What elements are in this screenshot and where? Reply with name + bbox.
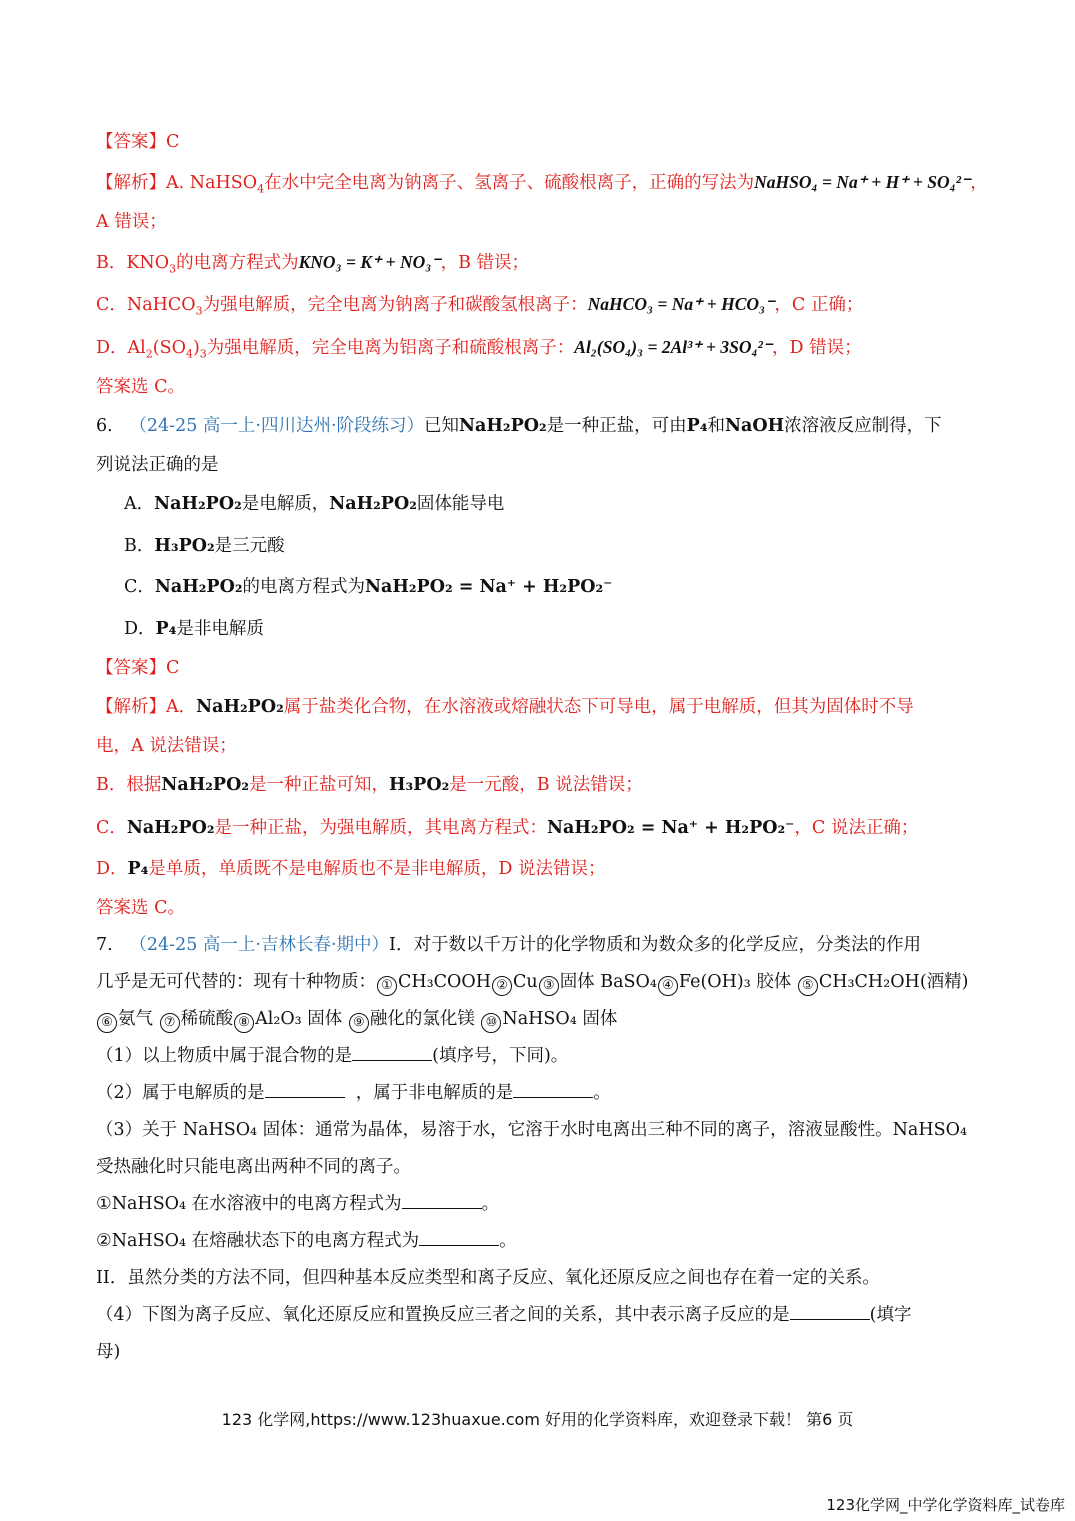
text: C．NaHCO [96,295,196,315]
text: D．Al [96,338,146,358]
watermark-corner: 123化学网_中学化学资料库_试卷库 [826,1496,1065,1514]
text: ，C 说法正确； [794,818,919,838]
equation: NaH₂PO₂ = Na⁺ + H₂PO₂⁻ [547,818,795,838]
q6-analysis-b [96,773,985,797]
equation: NaHCO₃ = Na⁺ + HCO₃⁻ [587,294,775,314]
q5-answer [96,130,985,154]
text: （4）下图为离子反应、氧化还原反应和置换反应三者之间的关系，其中表示离子反应的是 [96,1305,790,1325]
analysis-label: 【解析】 [96,173,166,193]
text: B．根据 [96,775,162,795]
analysis-label: 【解析】 [96,697,166,717]
q6-option-b [124,534,985,558]
text: C． [96,818,127,838]
text: (填字 [869,1305,912,1325]
text: B．KNO [96,253,170,273]
answer-blank[interactable] [419,1229,499,1246]
text: 属于盐类化合物，在水溶液或熔融状态下可导电，属于电解质，但其为固体时不导 [283,697,914,717]
text: (填序号，下同)。 [432,1046,569,1066]
text: 是一种正盐可知， [248,775,389,795]
answer-blank[interactable] [265,1081,345,1098]
text: Fe(OH)₃ 胶体 [678,972,792,992]
text: ，属于非电解质的是 [355,1083,514,1103]
q6-final [96,896,985,920]
q7-part2 [96,1266,985,1290]
text: 。 [499,1231,517,1251]
text: 浓溶液反应制得，下 [784,416,942,436]
page-footer: 123 化学网,https://www.123huaxue.com 好用的化学资料库，欢迎登录下载！ 第6 页 [221,1410,854,1429]
answer-blank[interactable] [352,1044,432,1061]
q7-sub4-2 [96,1340,985,1364]
text: 母) [96,1342,121,1362]
text: Cu [513,972,538,992]
answer-blank[interactable] [402,1192,482,1209]
text: 是一元酸，B 说法错误； [449,775,643,795]
formula: NaH₂PO₂ [154,494,242,514]
text: A. NaHSO [166,173,258,193]
number-circle: ⑩ [481,1013,501,1033]
equation: KNO₃ = K⁺ + NO₃⁻ [298,252,441,272]
text: 电，A 说法错误； [96,736,237,756]
answer-blank[interactable] [790,1303,870,1320]
text: 的电离方程式为 [176,253,299,273]
number-circle: ④ [658,976,678,996]
text: D． [96,859,128,879]
q6-analysis-a [96,695,985,719]
formula: NaH₂PO₂ [196,697,284,717]
text: I．对于数以千万计的化学物质和为数众多的化学反应，分类法的作用 [389,935,921,955]
q6-analysis-d [96,857,985,881]
text: 稀硫酸 [180,1009,234,1029]
number-circle: ⑤ [798,976,818,996]
equation: NaHSO₄ = Na⁺ + H⁺ + SO₄²⁻ [754,172,971,192]
q7-sub3-2 [96,1155,985,1179]
text: ，C 正确； [774,295,864,315]
text: （2）属于电解质的是 [96,1083,265,1103]
text: 几乎是无可代替的：现有十种物质： [96,972,376,992]
question-source: （24-25 高一上·四川达州·阶段练习） [129,416,425,436]
number-circle: ③ [539,976,559,996]
answer-label: 【答案】 [96,658,166,678]
text: ，D 错误； [772,338,862,358]
text: 。 [593,1083,611,1103]
text: ①NaHSO₄ 在水溶液中的电离方程式为 [96,1194,402,1214]
q7-stem-3 [96,1007,985,1033]
formula: NaH₂PO₂ [459,416,547,436]
q6-answer [96,656,985,680]
q7-sub1 [96,1044,985,1068]
question-number: 7. [96,935,113,955]
text: II．虽然分类的方法不同，但四种基本反应类型和离子反应、氧化还原反应之间也存在着一定的关系。 [96,1268,880,1288]
number-circle: ⑥ [97,1013,117,1033]
text: 答案选 C。 [96,898,185,918]
text: NaHSO₄ 固体 [502,1009,618,1029]
text: 是一种正盐，可由 [546,416,687,436]
text: 答案选 C。 [96,377,185,397]
q5-analysis-a: 【解析】A. NaHSO$_4$在水中完全电离为钠离子、氢离子、硫酸根离子，正确的写法为NaHSO₄ = Na⁺ + H⁺ + SO₄²⁻， [96,172,988,196]
formula: P₄ [127,859,149,879]
text: 融化的氯化镁 [369,1009,475,1029]
text: A 错误； [96,212,167,232]
text: Al₂O₃ 固体 [255,1009,343,1029]
text: CH₃COOH [398,972,492,992]
option-label: D． [124,619,156,639]
text: 为强电解质，完全电离为钠离子和碳酸氢根离子： [202,295,588,315]
text: 为强电解质，完全电离为铝离子和硫酸根离子： [206,338,575,358]
q7-sub3-q2 [96,1229,985,1253]
text: ②NaHSO₄ 在熔融状态下的电离方程式为 [96,1231,420,1251]
text: 在水中完全电离为钠离子、氢离子、硫酸根离子，正确的写法为 [264,173,755,193]
number-circle: ⑨ [349,1013,369,1033]
formula: H₃PO₂ [154,536,215,556]
text: 和 [707,416,725,436]
formula: NaH₂PO₂ [154,577,243,597]
text: 。 [481,1194,500,1214]
text: （1）以上物质中属于混合物的是 [96,1046,353,1066]
q6-analysis-c [96,816,985,840]
formula: NaH₂PO₂ [126,818,215,838]
text: 固体能导电 [416,494,505,514]
q7-sub3-q1 [96,1192,985,1216]
text: （3）关于 NaHSO₄ 固体：通常为晶体，易溶于水，它溶于水时电离出三种不同的离子，溶液显酸性。NaHSO₄ [96,1120,967,1140]
formula: P₄ [155,619,177,639]
text: 是电解质， [241,494,330,514]
q6-stem-2 [96,453,985,477]
q7-sub4 [96,1303,985,1327]
q7-stem-2 [96,970,985,996]
q5-analysis-b: B．$KNO_3$的电离方程式为KNO₃ = K⁺ + NO₃⁻，B 错误； [96,252,530,276]
text: 受热融化时只能电离出两种不同的离子。 [96,1157,411,1177]
equation: NaH₂PO₂ = Na⁺ + H₂PO₂⁻ [365,577,613,597]
text: 的电离方程式为 [242,577,365,597]
q6-option-a [124,492,985,516]
number-circle: ⑧ [234,1013,254,1033]
q6-option-c [124,575,985,599]
formula: H₃PO₂ [388,775,450,795]
equation: Al₂(SO₄)₃ = 2Al³⁺ + 3SO₄²⁻ [574,337,773,357]
text: ， [970,173,988,193]
q5-analysis-d: D．$Al_2(SO_4)_3$为强电解质，完全电离为铝离子和硫酸根离子：Al₂(SO₄)₃ = 2Al³⁺ + 3SO₄²⁻，D 错误； [96,337,862,361]
formula: P₄ [686,416,708,436]
formula: NaH₂PO₂ [329,494,417,514]
text: A． [166,697,197,717]
q7-stem [96,933,985,957]
option-label: A． [124,494,155,514]
text: 是三元酸 [214,536,285,556]
option-label: C． [124,577,155,597]
text: 是单质，单质既不是电解质也不是非电解质，D 说法错误； [148,859,606,879]
answer-blank[interactable] [513,1081,593,1098]
answer-value: C [166,132,180,152]
number-circle: ⑦ [160,1013,180,1033]
formula: NaOH [724,416,785,436]
text: ，B 错误； [440,253,530,273]
text: 已知 [424,416,460,436]
q5-analysis-a-result [96,210,985,234]
option-label: B． [124,536,155,556]
text: CH₃CH₂OH(酒精) [818,972,969,992]
answer-label: 【答案】 [96,132,166,152]
q6-stem [96,414,985,438]
number-circle: ① [377,976,397,996]
q7-sub3 [96,1118,985,1142]
text: 是非电解质 [176,619,264,639]
q6-analysis-a-2 [96,734,985,758]
text: 固体 BaSO₄ [559,972,657,992]
q6-option-d [124,617,985,641]
q5-final [96,375,985,399]
text: 是一种正盐，为强电解质，其电离方程式： [214,818,547,838]
answer-value: C [166,658,180,678]
formula: NaH₂PO₂ [161,775,249,795]
question-number: 6. [96,416,113,436]
q5-analysis-c: C．NaHCO$_3$为强电解质，完全电离为钠离子和碳酸氢根离子：NaHCO₃ = Na⁺ + HCO₃⁻，C 正确； [96,294,864,318]
text: 氨气 [118,1009,153,1029]
question-source: （24-25 高一上·吉林长春·期中） [129,935,390,955]
q7-sub2 [96,1081,985,1105]
number-circle: ② [492,976,512,996]
text: 列说法正确的是 [96,455,219,475]
